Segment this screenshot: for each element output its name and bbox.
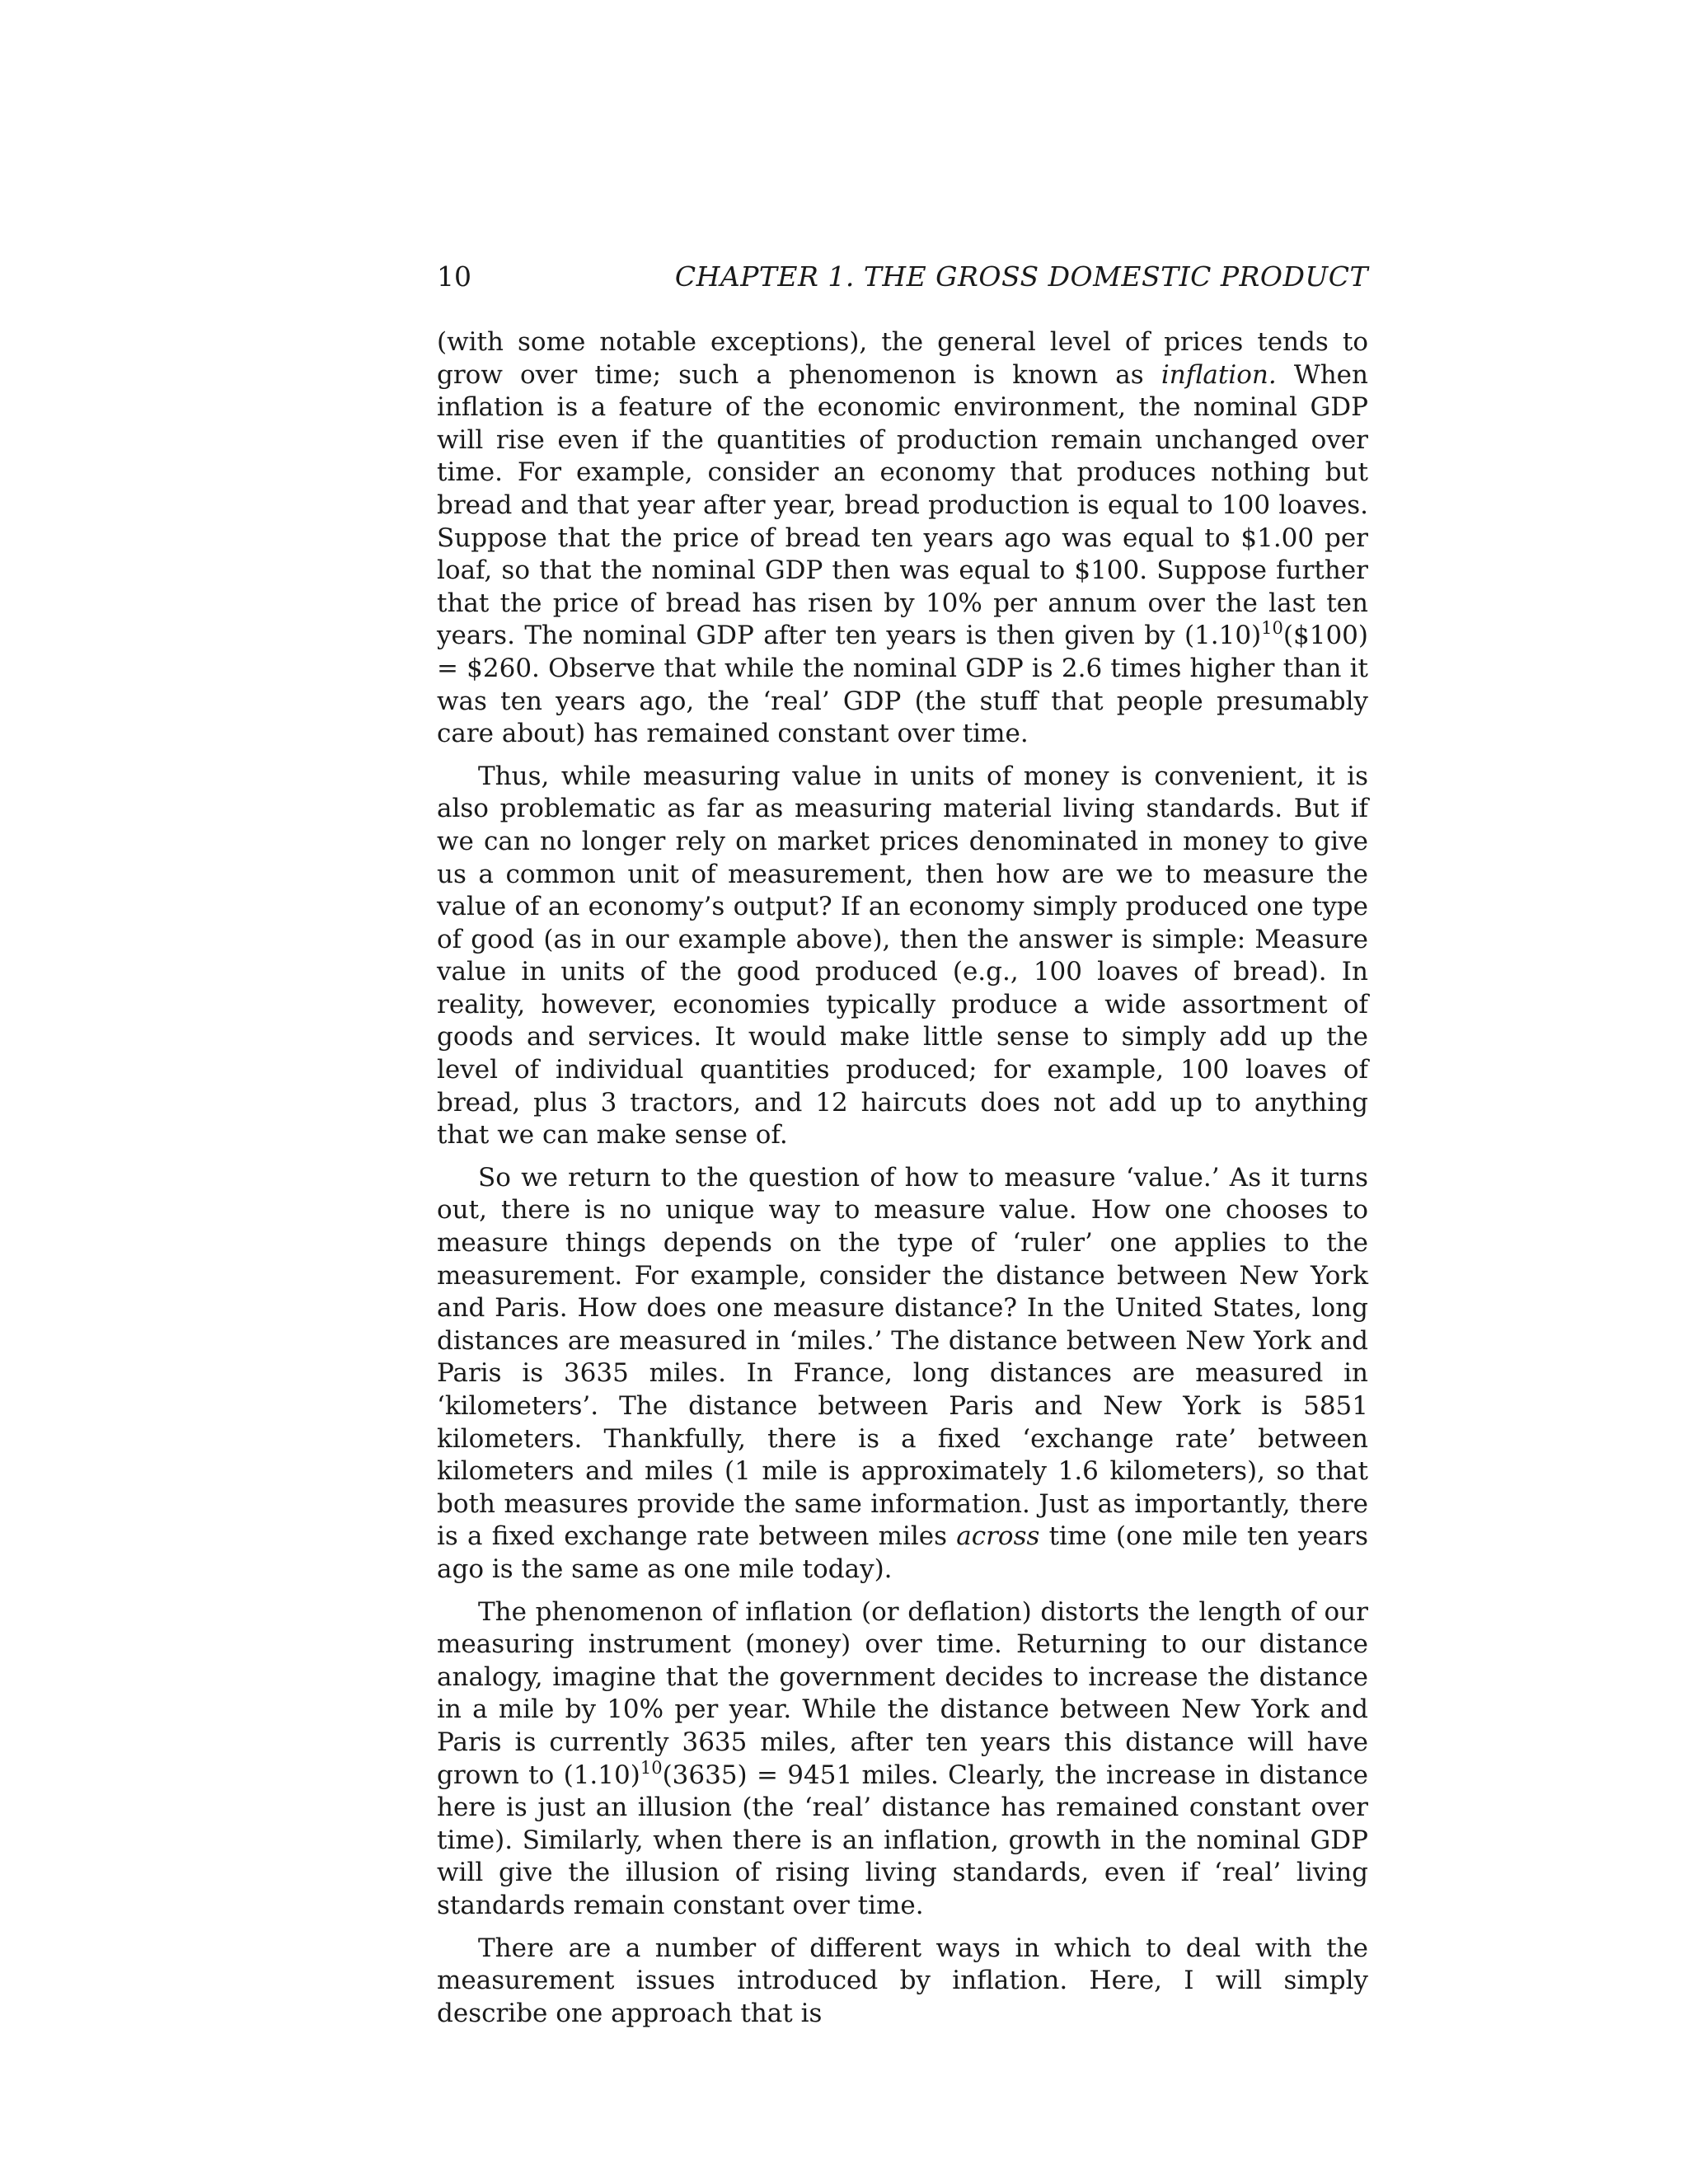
term-across: across — [956, 1521, 1040, 1552]
paragraph-4-text-a: The phenomenon of inflation (or deflation) distorts the length of our measuring instrument (money) over time. Returning to our distance analogy, imagine that the government decides to increase the distance in a mile by 10% per year. While the distance between New York and Paris is currently 3635 miles, after ten years this distance will have grown to (1.10) — [437, 1596, 1368, 1790]
paragraph-1-text-c: When inflation is a feature of the economic environment, the nominal GDP will rise even if the quantities of production remain unchanged over time. For example, consider an economy that produces nothing but bread and that year after year, bread production is equal to 100 loaves. Suppose that the price of bread ten years ago was equal to $1.00 per loaf, so that the nominal GDP then was equal to $100. Suppose further that the price of bread has risen by 10% per annum over the last ten years. The nominal GDP after ten years is then given by (1.10) — [437, 359, 1368, 651]
term-inflation: inflation. — [1160, 359, 1277, 390]
paragraph-3 — [437, 1162, 1368, 1586]
paragraph-1-text-e: ($100) = $260. Observe that while the nominal GDP is 2.6 times higher than it was ten years ago, the ‘real’ GDP (the stuff that people presumably care about) has remained constant over time. — [437, 621, 1368, 749]
running-header — [437, 260, 1368, 293]
body-text — [437, 326, 1368, 2030]
exponent: 10 — [1261, 618, 1283, 639]
paragraph-1 — [437, 326, 1368, 751]
paragraph-3-text-a: So we return to the question of how to measure ‘value.’ As it turns out, there is no unique way to measure value. How one chooses to measure things depends on the type of ‘ruler’ one applies to the measurement. For example, consider the distance between New York and Paris. How does one measure distance? In the United States, long distances are measured in ‘miles.’ The distance between New York and Paris is 3635 miles. In France, long distances are measured in ‘kilometers’. The distance between Paris and New York is 5851 kilometers. Thankfully, there is a fixed ‘exchange rate’ between kilometers and miles (1 mile is approximately 1.6 kilometers), so that both measures provide the same information. Just as importantly, there is a fixed exchange rate between miles — [437, 1162, 1368, 1552]
paragraph-1-text-a: (with some notable exceptions), the general level of prices tends to grow over time; such a phenomenon is known as — [437, 327, 1368, 390]
page-number: 10 — [437, 260, 471, 293]
paragraph-4-text-c: (3635) = 9451 miles. Clearly, the increase in distance here is just an illusion (the ‘real’ distance has remained constant over time). Similarly, when there is an inflation, growth in the nominal GDP will give the illusion of rising living standards, even if ‘real’ living standards remain constant over time. — [437, 1760, 1368, 1920]
exponent: 10 — [640, 1757, 663, 1778]
book-page — [437, 260, 1368, 2040]
chapter-running-title: CHAPTER 1. THE GROSS DOMESTIC PRODUCT — [674, 260, 1368, 293]
paragraph-3-text-c: time (one mile ten years ago is the same as one mile today). — [437, 1521, 1368, 1584]
paragraph-2: Thus, while measuring value in units of money is convenient, it is also problematic as far as measuring material living standards. But if we can no longer rely on market prices denominated in money to give us a common unit of measurement, then how are we to measure the value of an economy’s output? If an economy simply produced one type of good (as in our example above), then the answer is simple: Measure value in units of the good produced (e.g., 100 loaves of bread). In reality, however, economies typically produce a wide assortment of goods and services. It would make little sense to simply add up the level of individual quantities produced; for example, 100 loaves of bread, plus 3 tractors, and 12 haircuts does not add up to anything that we can make sense of. — [437, 761, 1368, 1151]
paragraph-5: There are a number of different ways in which to deal with the measurement issues introduced by inflation. Here, I will simply describe one approach that is — [437, 1933, 1368, 2028]
paragraph-4 — [437, 1596, 1368, 1923]
